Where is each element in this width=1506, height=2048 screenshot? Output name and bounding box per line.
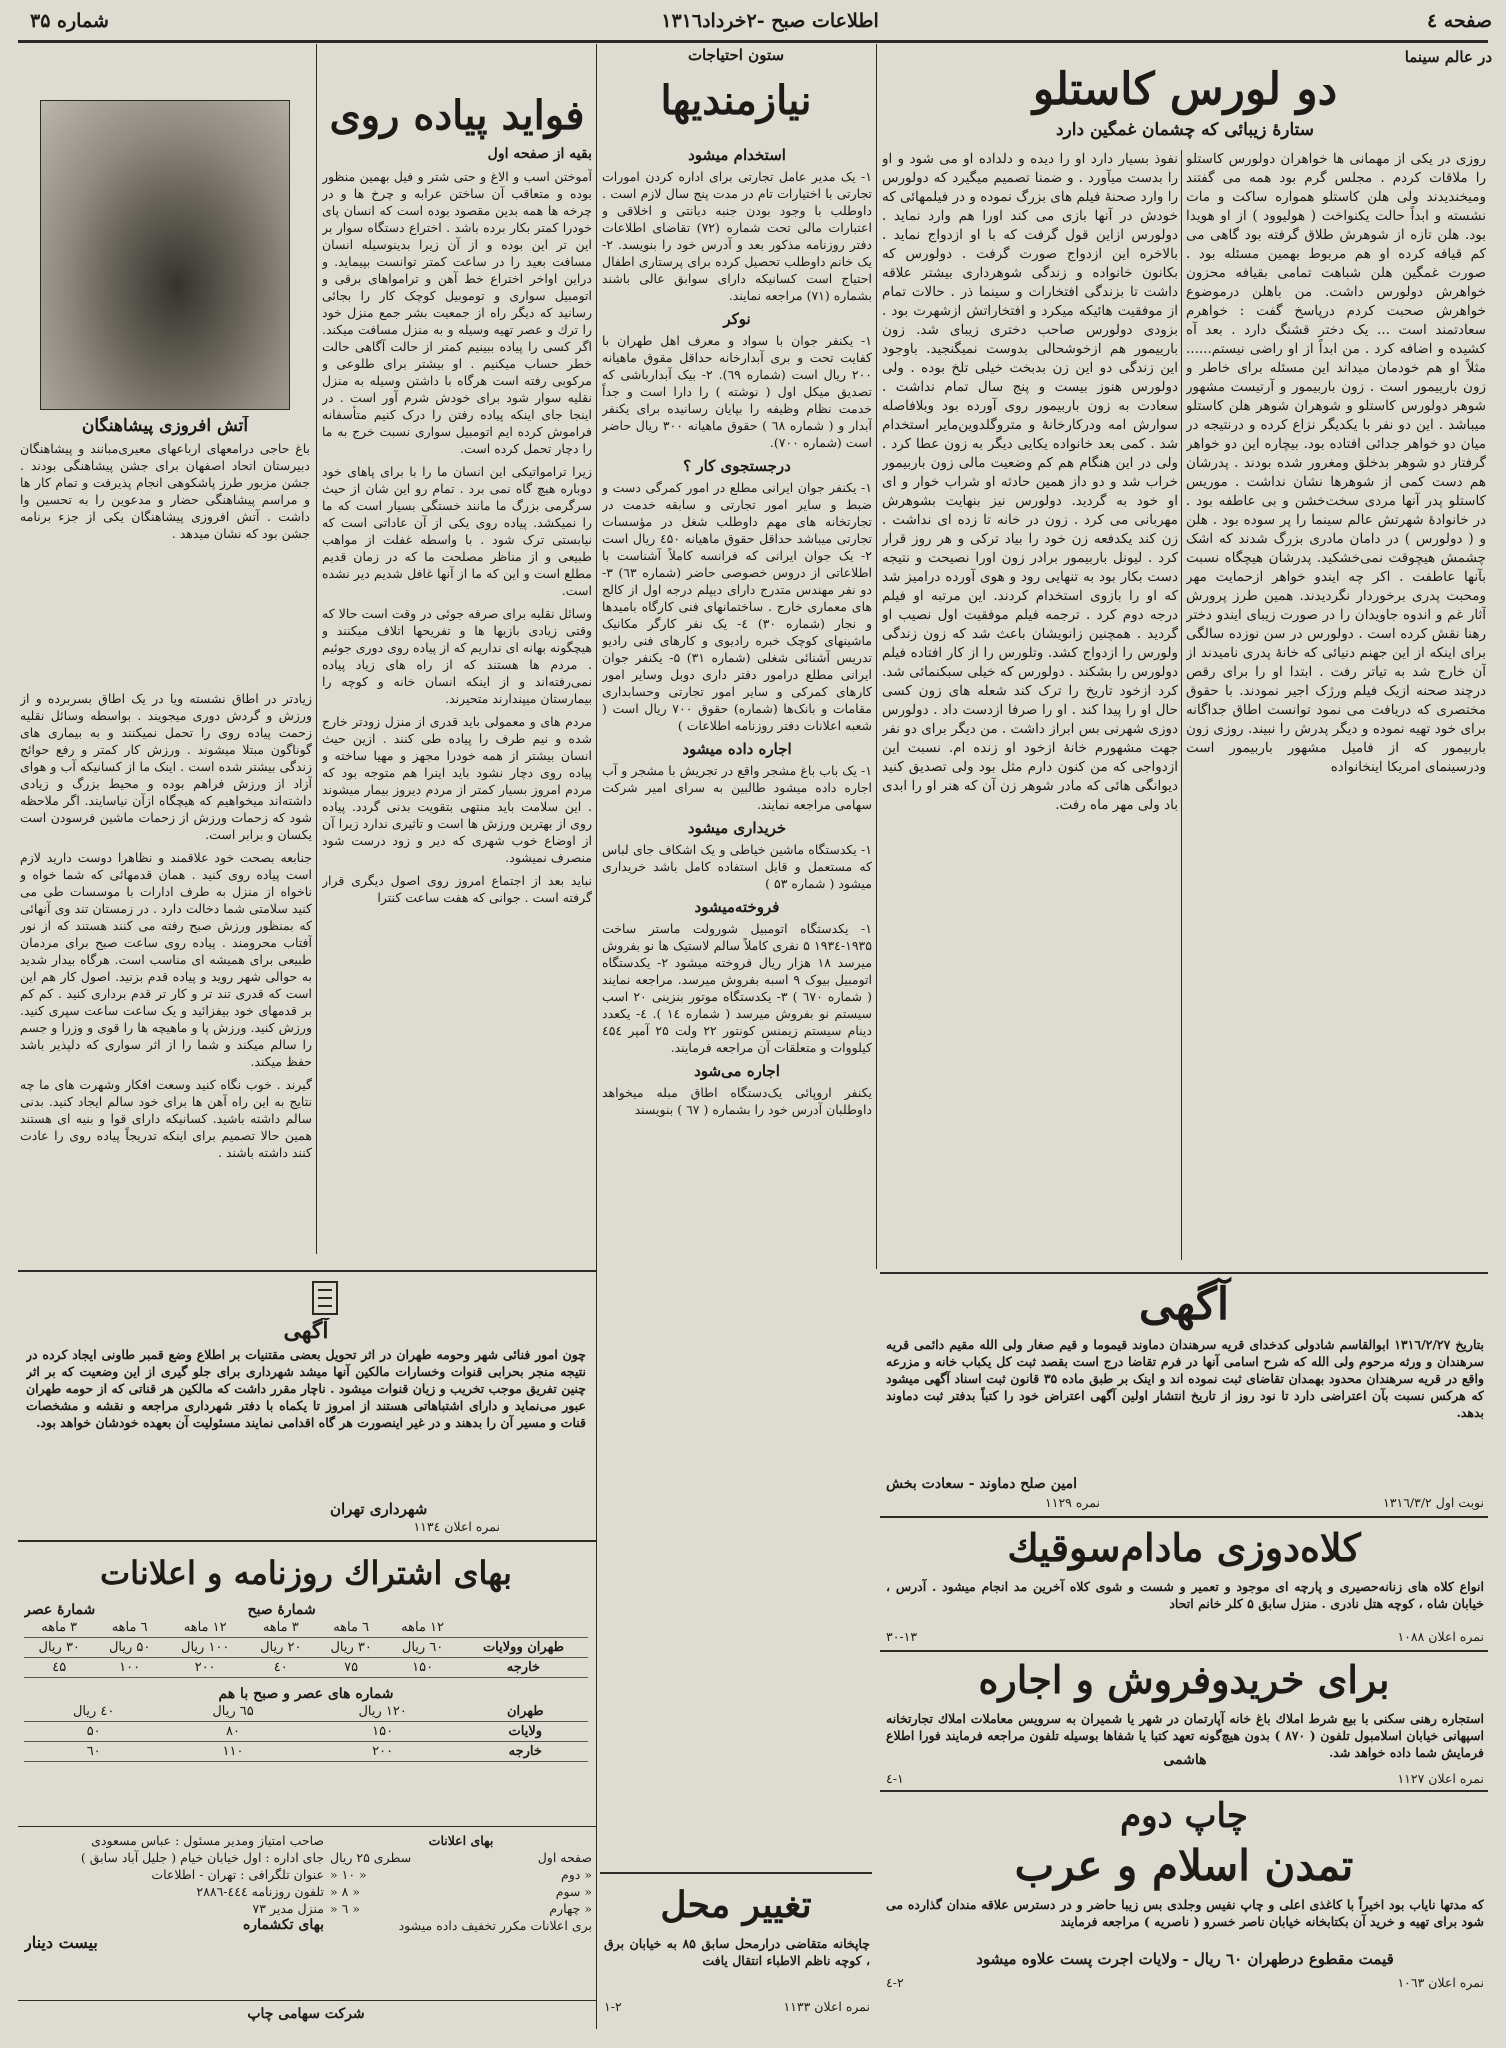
col-rule [1181,150,1182,1260]
rates-title: بهای اشتراك روزنامه و اعلانات [100,1554,512,1592]
header-rule [18,40,1488,43]
walk-sub: بقیه از صفحه اول [487,146,592,162]
col-head: ٦ ماهه [316,1618,386,1638]
cinema-col-1: روزی در یکی از مهمانی ها خواهران دولورس کاستلو را ملاقات کردم . مجلس گرم بود همه می گفتند ومیخندیدند ولی هلن کاستلو همواره ساکت و مات نشسته و ابداً حالت یکنواخت ( هولیوود ) از او هویدا بود. هلن تازه از شوهرش طلاق گرفته بود گاهی می کم قیافه کرده او هم مربوط بهمین مسئله بود . صورت غمگین هلن شباهت تمامی بقیافه محزون خواهرش دولورس داشت. من باهلن درموضوع خواهرش صحبت کردم درپاسخ گفت : خواهرم سعادتمند است ... یک دختر قشنگ دارد . بعد آه کشیده و اضافه کرد . من ابداً از او راضی نیستم...... مثلاً او هم خودمان میداند این مسئله برای خاطر و زون بارییمور است . زون باربیمور و آرتیست مشهور شوهر دولورس کاستلو و شوهران شوهر هلن کاستلو میباشد . این دو نفر با یکدیگر نزاع کرده و درنتیجه در میان دو خواهر جدائی افتاده بود. بیچاره این دو خواهر گرفتار دو شوهر بدخلق ومغرور شده بودند . پدرشان هم دست کمی از شوهرها نشان نداشت . موریس کاستلو پدر آنها مردی سخت‌خشن و بی عاطفه بود . در خانوادهٔ شهرتش عالم سینما را پر سوده بود . هلن و ( دولورس ) در دامان مادری بزرگ شدند که اشک چشمش هیچوقت نمی‌خشکید. پدرشان هیچگاه نسبت بآنها عاطفت . اکر چه ایندو خواهر ازحمایت مهر ومحبت پدری برخوردار نگردیدند. همین طرز پرورش آثار غم و اندوه جاویدان را در صورت زیبای ایندو دختر رهنا نقش کرده است . دولورس در سن نوزده سالگی برای اینکه از این جهنم دنیائی که خانهٔ پدری نامیدند از آن خارج شد به تیاتر رفت . ابتدا او را برای رقص درچند صحنه ازیک فیلم ورژک اجیر نمودند. با حقوق مختصری که دریافت می نمود توانست اطاق جداگانه برای خود تهیه نموده و دیگر پدرش را نبیند. روزی زون باربیمور که از فامیل مشهور باربیمور است ودرسینمای امریکا اینخانواده [1186,151,1486,775]
publisher-info [24,1832,324,1982]
ads-row [330,1883,592,1900]
book-title: تمدن اسلام و عرب [1014,1841,1354,1890]
ads-label: « دوم [561,1867,592,1882]
header-center: اطلاعات صبح -۲خرداد۱۳۱٦ [661,10,879,32]
rate-cell: ۲۰۰ [303,1742,463,1762]
walk-body [322,168,592,1258]
cinema-subtitle: ستارهٔ زیبائی که چشمان غمگین دارد [1055,120,1315,140]
ads-label: صفحه اول [537,1850,592,1865]
owner: صاحب امتیاز ومدیر مسئول : عباس مسعودی [91,1833,324,1848]
realestate-sign: هاشمی [1163,1752,1207,1768]
row-label: خارجه [459,1658,588,1678]
ads-value: سطری ۲۵ ریال [330,1850,412,1865]
notice2-sign: امین صلح دماوند - سعادت بخش [886,1476,1077,1492]
rate-cell: ۳۰ ریال [24,1638,94,1658]
walk-para: وسائل نقلیه برای صرفه جوئی در وقت است حالا که وقتی زیادی بازیها ها و تفریحها اتلاف میکنند و هیچگونه بهانه ای نداریم که از پیاده روی دوری جوئیم . مردم ها هستند که از راه های زیاد پیاده نمی‌رفته‌اند و از اینکه انسان خانه و کوچه را بیمارستان میپندارند متحیرند. [322,606,592,706]
rate-cell: ۱۵۰ [386,1658,459,1678]
needs-heading: درجستجوی کار ؟ [683,457,791,475]
divider [880,1516,1488,1518]
col-rule [876,44,877,1269]
rate-cell: ۷۵ [316,1658,386,1678]
needs-text: ۱- یکدستگاه اتومبیل شورولت ماستر ساخت ۱۹۳۵-۱۹۳٤ ۵ نفری کاملاً سالم لاستیک ها نو بفروش میرسد ۱۸ هزار ریال فروخته میشود ۲- یکدستگاه اتومبیل بیوک ۹ اسبه بفروش میرسد. مراجعه نمایند ( شماره ٦۷۰ ) ۳- یکدستگاه موتور بنزینی ۲۰ اسب سیستم نو بفروش میرسد ( شماره ۱٤ ). ٤- یکعدد دینام سیستم زیمنس کونتور ۲۲ ولت ۲۵ آمپر ٤۵٤ کیلووات و متعلقات آن مراجعه فرمایند. [602,921,872,1055]
rate-cell: ۸۰ [163,1722,302,1742]
page-label: صفحه ٤ [1426,10,1492,32]
rate-cell: ۲۰۰ [165,1658,246,1678]
printer: شرکت سهامی چاپ [247,2006,365,2022]
rate-cell: ٦۰ [24,1742,163,1762]
rate-cell: ۱۵۰ [303,1722,463,1742]
ads-value: « ۸ « [330,1884,360,1899]
walk-para: زیرا ترامواتیکی این انسان ما را با برای پاهای خود دوباره هیچ گاه نمی برد . تمام رو این شان از حیث سرگرمی بزرگ ما مانند خستگی بسیار است که ما را نمیکشد. پیاده روی یکی از آن عاداتی است که نیابستی ترک شود . با واسطه غفلت از مواهب طبیعی و از مناظر مصلحت ما که در زمان قدیم مطلع است و این که ما از آنها غافل شدیم دیر نشده است. [322,464,592,598]
col-head: ۳ ماهه [246,1618,316,1638]
phone: تلفون روزنامه ٤٤٤-۲۸۸٦ [196,1884,324,1899]
price-label: بهای تکشماره [242,1917,324,1933]
notice1-title: آگهی [283,1318,329,1344]
move-body: چاپخانه متقاضی درارمحل سابق ۸۵ به خیابان برق ، کوچه ناظم الاطباء انتقال یافت [604,1936,870,1968]
notice1-sign: شهرداری تهران [330,1500,428,1518]
ads-value: « ۱۰ « [330,1867,367,1882]
book-price: قیمت مقطوع درطهران ٦۰ ریال - ولایات اجرت پست علاوه میشود [976,1950,1394,1968]
exercise-para: گیرند . خوب نگاه کنید وسعت افکار وشهرت های ما چه نتایج به این راه آهن ها برای خود سالم ایجاد کنید. بدنی سالم داشته باشید. کسانیکه دارای قوا و بنیه ای هستند همین حالا تصمیم برای اینکه تدریجاً پیاده روی را عادت کنند داشته باشند . [20,1077,312,1160]
photo-caption: باغ حاجی درامعهای ارباعهای معیری‌مبانند و پیشاهنگان دبیرستان اتحاد اصفهان برای جشن پیشاهنگی بودند . جشن مزبور طرز پاشکوهی انجام پذیرفت و تمام کار ها و مراسم پیشاهنگی حضار و مدعوین را به تحسین وا داشت . آتش افروزی پیشاهنگان یکی از جزء برنامه جشن بود که نشان میدهد . [20,441,310,541]
rates-evening-head: شمارهٔ عصر [24,1602,96,1618]
needs-body [602,140,872,1365]
needs-heading: فروخته‌میشود [694,898,780,916]
cinema-col-2: نفوذ بسیار دارد او را دیده و دلداده او می شود و او را بدست میآورد . و ضمنا تصمیم میگیرد که دولورس را وارد صحنهٔ فیلم های بزرگ نموده و در فیلمهائی که خودش در آنها بازی می کند اورا هم وارد نماید . دولورس ازاین قول گرفت که با او ازدواج نماید . بالاخره این ازدواج صورت گرفت . دولورس که بکانون خانواده و زندگی شوهرداری بیشتر علاقه داشت تا بزندگی افتخارات و سینما ذر . حالات تمام از موفقیت هائیکه میکرد و افتخاراتش ازشهرت بود . بزودی دولورس صاحب دختری زیبای شد. زون بارییمور هم ازخوشحالی بدوست نمیگنجید. باوجود این زندگی دو این زن بدبخت خیلی تلخ بوده . ولی دولورس هنوز بیست و پنج سال تمام نداشت . سعادت به زون باربیمور روی آورده بود وبلافاصله سوارش امه ودرکارخانهٔ و متروگلدوین‌مایر استخدام شد . کمی بعد خانواده یکایی دیگر به زون عطا کرد . ولی در این هنگام هم کم وضعیت مالی زون باربیمور خراب شد و دو داز همین حادثه او شراب خوار و ای او خود به گردید. دولورس نیز بنهایت بشوهرش مهربانی می کرد . زون در خانه تا زده ای نداشت . زن کند یکدفعه زن خود را بیاد ترکی و هر روز قرار کرد . لیونل باربیمور برادر زون اورا نصیحت و نتیجه دست بکار بود به تنهایی رود و هوی آورده درامیز شد که او را بازوی استخدام کردند. این مرتبه او فیلم درجه دوم کرد . ترجمه فیلم موفقیت اول نصیب او گردید . همچنین زانویشان باعث شد که زون زندگی ولورس را ازدواج کشد. وتلورس را از کار افتاده فیلم دولورس را بشکند . دولورس که خیلی سبکنمائی شد. کرد ازخود تاریخ را ترک کند شعله های زون کسی حال او را پیدا کند . او را صرفا ازدست داد . دولورس دوزی شهرنی بس ابراز داشت . من دیگر برای دو نفر جهت مشهورم خانهٔ ازخود او زنده ام. نسبت این ازدواجی که من کنون دارم مثل بود ولی تصدیق کنید دیوانگی هائی که مادر شوهر زن آن که هنر او را ابدی باد ولی مهر ماه رفت. [882,151,1178,813]
col-head: ٦ ماهه [94,1618,164,1638]
walk-para: آموختن اسب و الاغ و حتی شتر و فیل بهمین منظور بوده و متعاقب آن ساختن عرابه و چرخ ها و در چرخه ها همه بدین مقصود بوده است که انسان پای خودرا کمتر بکار برده باشد . اختراع دستگاه سوار بر این تر این بوده و از آن زیرا بدینوسیله انسان مسافت بعید را در ساعت کمتر توانست بپیماید. و دراین اواخر اختراع خط آهن و ترامواهای برقی و اتومبیل سواری و توموبیل کوچک کار را بجائی رسانید که دیگر راه از جمعیت بشر جمع منزل خود را ترك و عصر تهیه وسیله و به منزل مسافت میکند. اگر کسی را پیاده ببینیم کمتر از حالت آگاهی حالت خطر حساب میکنیم . او بیشتر برای طلوعی و مرکوبی رفته است هرگاه با داشتن وسیله به منزل نقلیه سوار شود برای خودش شرم آور است . در اینجا جای اینکه پیاده رفتن را درک کنیم متأسفانه فراموش کرده ایم اتومبیل سواری نسبت خرج به ما را دچار تحمل کرده است. [322,169,592,456]
price: بیست دینار [24,1933,98,1952]
move-number: نمره اعلان ۱۱۳۳ [783,1999,870,2014]
walk-title: فواید پیاده روی [329,92,585,139]
needs-text: ۱- یکدستگاه ماشین خیاطی و یک اشکاف جای لباس که مستعمل و قابل استفاده کامل باشد خریداری میشود ( شماره ۵۳ ) [602,842,872,891]
rate-cell: ٤۵ [24,1658,94,1678]
needs-text: ۱- یک باب باغ مشجر واقع در تجریش با مشجر و آب اجاره داده میشود طالبین به سرای امیر شرکت سهامی مراجعه نمایند. [602,763,872,812]
ads-label: « سوم [555,1884,592,1899]
hat-code: ۳۰-۱۳ [886,1629,918,1644]
issue-number: شماره ۳۵ [30,10,109,32]
ads-rates [330,1832,592,1982]
scouts-photo [40,100,290,410]
rates-grid [24,1618,588,1678]
needs-heading: خریداری میشود [687,819,787,837]
exercise-body [20,690,312,1260]
needs-text: یکنفر اروپائی یک‌دستگاه اطاق مبله میخواهد داوطلبان آدرس خود را بشماره ( ٦۷ ) بنویسند [602,1085,872,1117]
emblem-icon [310,1280,340,1316]
move-title: تغییر محل [660,1884,812,1926]
needs-text: ۱- یکنفر جوان با سواد و معرف اهل طهران با کفایت تحت و بری آبدارخانه حداقل مقوق ماهیانه ۲۰۰ ریال است (شماره ٦۹). ۲- بیک آبدارباشی که تصدیق میکل اول ( نوشته ) را دارا است و جداً خدمت نظام وظیفه را بپایان رسانیده برای یکنفر آبدار و ( شماره ٦۸ ) حقوق ماهیانه ۳۰۰ ریال حاضر است (شماره ۷۰۰). [602,333,872,450]
rate-cell: ۱۲۰ ریال [303,1702,463,1722]
row-label: خارجه [463,1742,588,1762]
ads-note: بری اعلانات مکرر تخفیف داده میشود [398,1918,592,1933]
rate-cell: ۵۰ ریال [94,1638,164,1658]
rates-both-head: شماره های عصر و صبح با هم [218,1686,394,1702]
exercise-para: زیادتر در اطاق نشسته ویا در یک اطاق بسربرده و از ورزش و گردش دوری میجویند . بواسطه وسائل نقلیه زحمت پیاده روی را تحمل نمیکنند و به بیماری های گوناگون مبتلا میشوند . ورزش کار کمتر و رفع حوائج زندگی بیشتر شده است . اینک ما از کسانیکه آب و هوای آزاد از ورزش فراهم بوده و محیط بزرگ و زیادی داشته‌اند میخواهیم که هیچگاه ازآن نیاسایند. اگر ملاحظه شود که زحمات ورزش از زحمات ماشین فرسودن است یکسان و برابر است. [20,691,312,842]
notice2-date: نوبت اول ۱۳۱٦/۳/۲ [1383,1495,1484,1510]
hat-number: نمره اعلان ۱۰۸۸ [1397,1629,1484,1644]
needs-heading: اجاره داده میشود [682,740,792,758]
office: جای اداره : اول خیابان خیام ( جلیل آباد سابق ) [80,1850,324,1865]
hat-body: انواع کلاه های زنانه‌حصیری و پارچه ای موجود و تعمیر و شست و شوی کلاه آخرین مد انجام میشود . آدرس ، خیابان شاه ، کوچه هتل نادری . منزل سابق ۵ کلر خانم اتحاد [886,1579,1484,1611]
row-label: طهران [463,1702,588,1722]
rate-cell: ٦۵ ریال [163,1702,302,1722]
book-code: ۲-٤ [886,1975,904,1990]
needs-heading: اجاره می‌شود [694,1062,780,1080]
telegraph: عنوان تلگرافی : تهران - اطلاعات [151,1867,324,1882]
notice2-number: نمره ۱۱۲۹ [1045,1495,1100,1510]
needs-text: ۱- یک مدیر عامل تجارتی برای اداره کردن امورات تجارتی با اختیارات تام در مدت پنج سال لازم است . داوطلب با وجود بودن جنبه دیانتی و اخلاقی و اعتبارات مالی تحت شماره (۷۲) تقاضای اطلاعات دفتر روزنامه مذکور بعد و آدرس خود را بنویسد. ۲- یک خانم داوطلب تحصیل کرده برای پرستاری اطفال احتیاج است کسانیکه دارای سوابق عالی باشند بشماره (۷۱) مراجعه نمایند. [602,169,872,303]
col-rule [316,44,317,1254]
book-body: که مدتها نایاب بود اخیراً با کاغذی اعلی و چاپ نفیس وجلدی بس زیبا حاضر و در دسترس علاقه مندان گذارده می شود برای تهیه و خرید آن بکتابخانه خیابان ناصر خسرو ( ناصریه ) مراجعه فرمایند [886,1897,1484,1929]
divider [880,1790,1488,1792]
needs-heading: نوکر [723,310,751,328]
realestate-body: استجاره رهنی سکنی با بیع شرط املاك باغ خانه آپارتمان در شهر یا شمیران به سرویس معاملات املاك تجارتخانه اسپهانی خیابان اسلامبول تلفون ( ۸۷۰ ) بدون هیچ‌گونه تعهد کتبا یا شفاها بوسیله تلفون مراجعه فرمایند فورا اطلاع فرمایش شما داده خواهد شد. [886,1711,1484,1760]
rates-morning-head: شمارهٔ صبح [247,1602,316,1618]
rates-both-grid [24,1702,588,1762]
needs-section: ستون احتیاجات [687,46,785,64]
col-head: ۱۲ ماهه [386,1618,459,1638]
realestate-number: نمره اعلان ۱۱۲۷ [1397,1771,1484,1786]
exercise-para: جنابعه بصحت خود علاقمند و نظاهرا دوست دارید لازم است پیاده روی کنید . همان قدمهائی که شما خواه و ناخواه از منزل به طرف ادارات با موسسات طی می کنید سلامتی شما دخالت دارد . در زمستان تند وی آنهائی که بمنظور ورزش صبح رفته می کنند هستند که از نور آفتاب محرومند . پیاده روی ساعت صبح برای مردمان طبیعی برای همیشه ای مناسب است. هرگاه بیدار شدید به حوالی شهر روید و پیاده قدم بزنید. اصول کار هم این است که قدری تند تر و کار تر قدم برداری کنید . کم کم بر قدمهای خود بیفزائید و یک ساعت ساعت سپری کنید. ورزش کنید. ورزش پا و ماهیچه ها را قوی و وزرا و جسم را سالم میکند و شما را از اثر سواری که دلپذیر باشد حفظ میکند. [20,850,312,1069]
divider [18,2000,596,2001]
cinema-title: دو لورس کاستلو [1032,64,1338,115]
rate-cell: ۲۰ ریال [246,1638,316,1658]
row-label: ولایات [463,1722,588,1742]
notice2-body: بتاریخ ۱۳۱٦/۲/۲۷ ابوالقاسم شادولی کدخدای قریه سرهندان دماوند قیموما و قیم صغار ولی الله مقیم دائمی قریه سرهندان و ورثه مرحوم ولی الله که شرح اسامی آنها در فرم تقاضا درج است بقصد ثبت کل یکباب خانه و مزرعه واقع در قریه سرهندان محدود بهمدان تقاضای ثبت نموده اند و اینک بر طبق ماده ۳۵ قانون ثبت اسناد آگهی میشود که هرکس نسبت بآن اعتراضی دارد تا نود روز از تاریخ انتشار اولین آگهی اعتراض خود را کتباً بدفتر ثبت دماوند بدهد. [886,1337,1484,1420]
notice2-title: آگهی [1138,1279,1230,1330]
cinema-section: در عالم سینما [1404,48,1492,66]
divider [18,1540,596,1542]
divider [18,1826,596,1827]
divider [880,1272,1488,1274]
divider [600,1872,872,1874]
ads-head: بهای اعلانات [428,1833,494,1848]
walk-para: مردم های و معمولی باید قدری از منزل زودتر خارج شده و نیم طرف را پیاده طی کنند . ازین حیث انسان بیشتر از همه خودرا مجهز و مهیا ساخته و پیاده روی دچار نشود باید اینرا هم متوجه بود که مردم امروز بسیار کمتر از مردم دیروز بیمار میشوند . این سلامت باید منتهی بتقویت بدنی گردد. پیاده روی از بهترین ورزش ها است و تاثیری ندارد زیرا آن از اوضاع خوب شهری که دیر و زود درست شود منصرف نمیشود. [322,714,592,865]
row-label: طهران وولایات [459,1638,588,1658]
rate-cell: ۳۰ ریال [316,1638,386,1658]
rate-cell: ۱۱۰ [163,1742,302,1762]
book-number: نمره اعلان ۱۰٦۳ [1397,1975,1484,1990]
ads-value: « ٦ « [330,1901,360,1916]
col-rule [596,44,597,2029]
ads-row [330,1900,592,1917]
realestate-code: ۱-٤ [886,1771,904,1786]
needs-heading: استخدام میشود [688,146,786,164]
needs-text: ۱- یکنفر جوان ایرانی مطلع در امور کمرگی دست و ضبط و سایر امور تجارتی و سابقه خدمت در تجارتخانه های مهم داوطلب شغل در مؤسسات تجارتی میباشد حداقل حقوق ماهیانه ٤۵۰ ریال است ۲- یک جوان ایرانی که فرانسه کاملاً آشناست با اطلاعاتی از دروس خصوصی حاضر (شماره ٦۳) ۳- دو نفر مهندس متدرج دارای دیپلم درجه اول از کالج های معماری خارج . ساختمانهای فنی کارگاه بامیدها و نجار (شماره ۳۰) ٤- یک نفر کارگر مکانیک ماشینهای کوچک خبره رادیوی و کارهای فنی رادیو تدریس آشنائی شغلی (شماره ۳۱) ۵- یکنفر جوان ایرانی مطلع درامور دفتر داری دوبل وسایر امور کارهای کمرکی و سایر امور تجارتی وحسابداری مقامات و بانک‌ها (شماره) حقوق ۷۰۰ ریال است ( شعبه اعلانات دفتر روزنامه اطلاعات ) [602,480,872,733]
ads-label: « چهارم [549,1901,592,1916]
divider [18,1270,596,1272]
realestate-title: برای خریدوفروش و اجاره [978,1657,1390,1702]
rate-cell: ٤۰ [246,1658,316,1678]
rate-cell: ۵۰ [24,1722,163,1742]
needs-title: نیازمندیها [660,77,812,124]
rate-cell: ۱۰۰ [94,1658,164,1678]
notice1-body: چون امور فنائی شهر وحومه طهران در اثر تحویل بعضی مقتنیات بر اطلاع وضع قمبر طاونی ایجاد کرده در نتیجه منجر بحرابی قنوات وخسارات مالکین آنها میشد شهرداری برای جلو گیری از این وضعیت که بر اثر چنین تفریق موجب تخریب و زیان قنوات میشود . ناچار مقرر داشت که مالکین هر قناتی که از حومه طهران عبور می‌نماید و دارای اشتباهاتی هستند از امروز تا یکماه با دفتر شهرداری مراجعه و نقشه و مشخصات قنات و مسیر آن را بدهند و در غیر اینصورت هر گاه اقدامی نمایند مسئولیت آن بعهده خودشان خواهد بود. [26,1347,586,1430]
hat-title: کلاه‌دوزی مادام‌سوقیك [1007,1525,1361,1570]
rate-cell: ۱۰۰ ریال [165,1638,246,1658]
phone2: منزل مدیر ۷۳ [252,1901,324,1916]
ads-row [330,1849,592,1866]
book-pre: چاپ دوم [1120,1796,1248,1836]
rate-cell: ٤۰ ریال [24,1702,163,1722]
move-code: ۱-۲ [604,1999,622,2014]
ads-row [330,1866,592,1883]
col-head: ۳ ماهه [24,1618,94,1638]
rate-cell: ٦۰ ریال [386,1638,459,1658]
photo-caption-title: آتش افروزی پیشاهنگان [81,416,249,436]
col-head: ۱۲ ماهه [165,1618,246,1638]
notice1-number: نمره اعلان ۱۱۳٤ [413,1519,500,1534]
walk-para: نباید بعد از اجتماع امروز روی اصول دیگری قرار گرفته است . جوانی که هفت ساعت کنترا [322,873,592,905]
